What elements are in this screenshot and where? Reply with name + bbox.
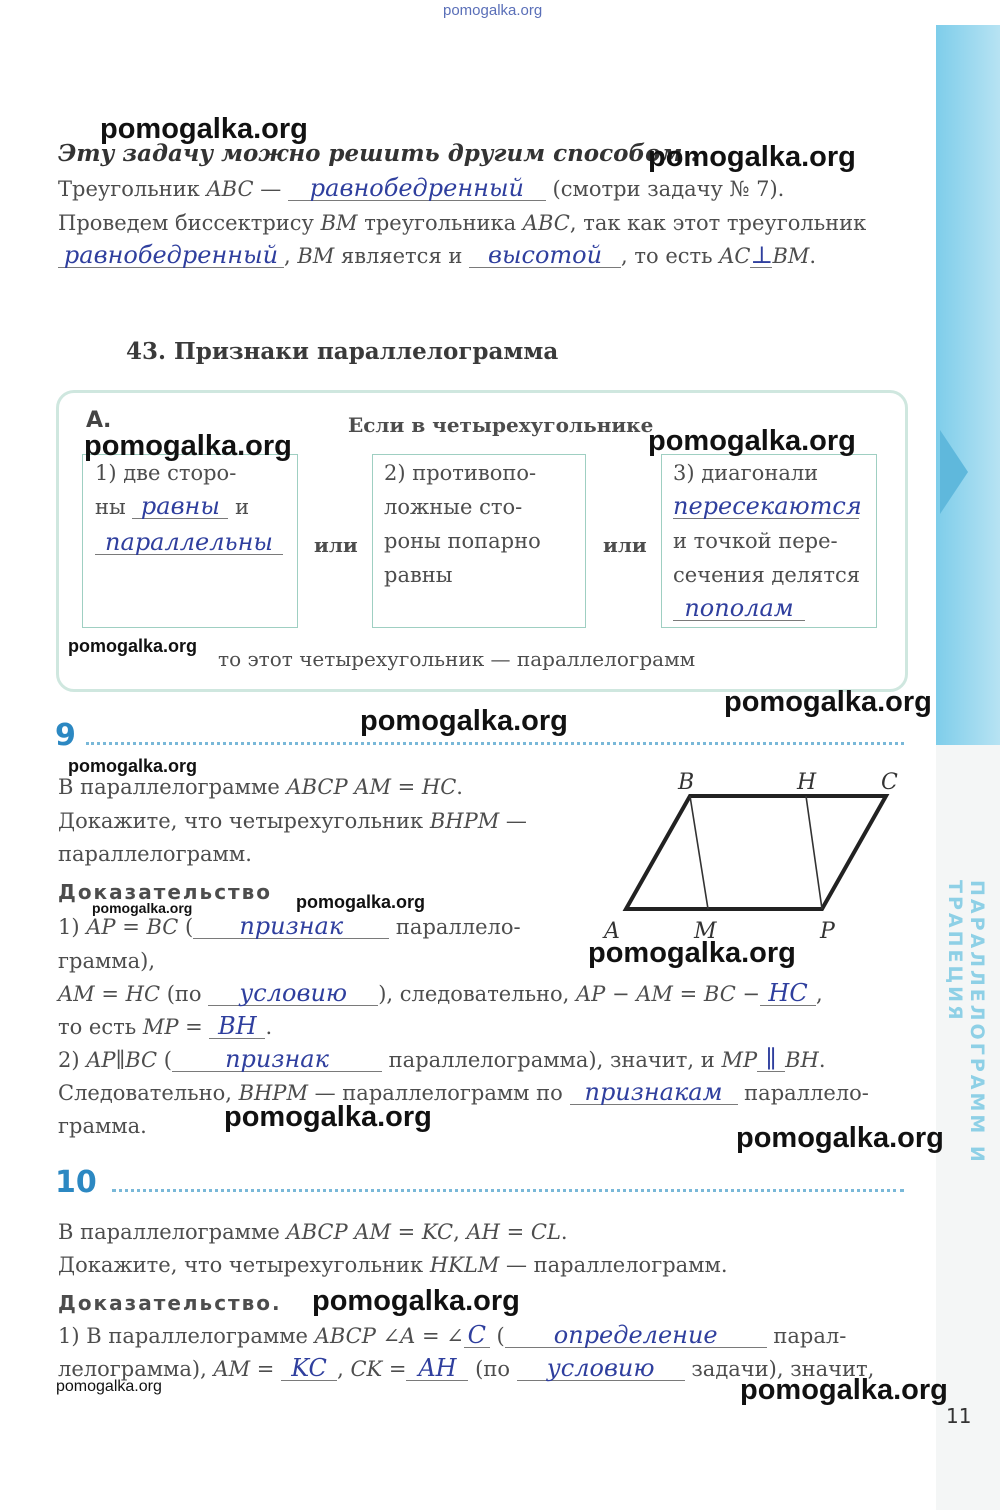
text: (по bbox=[160, 982, 209, 1006]
watermark: pomogalka.org bbox=[648, 425, 856, 457]
watermark: pomogalka.org bbox=[648, 141, 856, 173]
criteria-conclusion: то этот четырехугольник — параллелограмм bbox=[218, 647, 696, 671]
criteria-intro: Если в четырехугольнике bbox=[348, 413, 654, 437]
answer-blank: AH bbox=[406, 1356, 468, 1381]
text: 1) В параллелограмме bbox=[58, 1324, 315, 1348]
text: — параллелограмм по bbox=[307, 1081, 570, 1105]
text: AM bbox=[58, 982, 95, 1006]
answer-blank: определение bbox=[505, 1323, 767, 1348]
text: В параллелограмме bbox=[58, 775, 287, 799]
answer-blank: пополам bbox=[673, 596, 805, 621]
text: , bbox=[816, 982, 823, 1006]
text: ( bbox=[157, 1048, 172, 1072]
text: BH bbox=[785, 1048, 819, 1072]
text: HC bbox=[125, 982, 161, 1006]
watermark: pomogalka.org bbox=[100, 113, 308, 145]
intro-line-2 bbox=[58, 210, 866, 236]
text: = bbox=[115, 915, 147, 939]
answer-blank: KC bbox=[281, 1356, 337, 1381]
criterion-3-line-5 bbox=[673, 596, 805, 622]
page-number: 11 bbox=[946, 1404, 972, 1428]
task-9-prove-1 bbox=[58, 808, 527, 834]
text: ∠A = ∠ bbox=[375, 1324, 464, 1348]
text: Треугольник bbox=[58, 177, 207, 201]
parallelogram-abcp bbox=[626, 796, 886, 909]
task-10-proof-title: Доказательство. bbox=[58, 1291, 282, 1315]
text: , так как этот треугольник bbox=[569, 211, 867, 235]
watermark: pomogalka.org bbox=[296, 892, 426, 912]
or-label-2: или bbox=[603, 533, 647, 557]
answer-blank: пересекаются bbox=[673, 492, 862, 520]
task-9-step-5b: грамма. bbox=[58, 1114, 147, 1138]
criterion-2-line-2: ложные сто- bbox=[384, 495, 523, 519]
watermark: pomogalka.org bbox=[84, 430, 292, 462]
task-9-condition bbox=[58, 774, 463, 800]
watermark: pomogalka.org bbox=[224, 1101, 432, 1133]
text: HC bbox=[421, 775, 457, 799]
answer-blank: параллельны bbox=[95, 530, 283, 555]
vertex-c-label: C bbox=[881, 770, 898, 795]
text: — параллелограмм. bbox=[499, 1253, 728, 1277]
intro-line-3 bbox=[58, 243, 816, 269]
text: AP bbox=[86, 1048, 116, 1072]
text: MP bbox=[721, 1048, 758, 1072]
text: = bbox=[382, 1357, 407, 1381]
task-9-step-1b: грамма), bbox=[58, 949, 156, 973]
text: ∥ bbox=[115, 1048, 126, 1072]
side-tab-arrow bbox=[940, 430, 968, 514]
text: AP − AM = BC − bbox=[576, 982, 761, 1006]
text: BHPM bbox=[429, 809, 500, 833]
task-9-step-1 bbox=[58, 914, 521, 940]
text: Следовательно, bbox=[58, 1081, 239, 1105]
text: . bbox=[560, 1220, 568, 1244]
task-10-condition bbox=[58, 1219, 568, 1245]
answer-blank: условию bbox=[208, 981, 378, 1006]
text: = bbox=[390, 775, 422, 799]
text: лелограмма), bbox=[58, 1357, 214, 1381]
text: ( bbox=[489, 1324, 505, 1348]
text: 1) bbox=[58, 915, 87, 939]
text: парал- bbox=[766, 1324, 847, 1348]
watermark: pomogalka.org bbox=[736, 1122, 944, 1154]
text: ABCP bbox=[314, 1324, 376, 1348]
text: BHPM bbox=[238, 1081, 308, 1105]
criterion-1-line-2 bbox=[95, 494, 249, 520]
text: AM bbox=[213, 1357, 251, 1381]
intro-heading: Эту задачу можно решить другим способом . bbox=[58, 140, 699, 167]
text: 2) bbox=[58, 1048, 87, 1072]
or-label-1: или bbox=[314, 533, 358, 557]
task-9-step-5 bbox=[58, 1080, 869, 1106]
criterion-2-line-1: 2) противопо- bbox=[384, 461, 537, 485]
task-10-prove bbox=[58, 1252, 728, 1278]
text: = bbox=[94, 982, 126, 1006]
answer-blank: ∥ bbox=[757, 1047, 785, 1072]
text: BM bbox=[297, 244, 335, 268]
watermark: pomogalka.org bbox=[68, 636, 198, 656]
text: ABCP AM bbox=[286, 1220, 391, 1244]
criterion-3-line-4: сечения делятся bbox=[673, 563, 860, 587]
text: — bbox=[499, 809, 527, 833]
text: ны bbox=[95, 495, 133, 519]
criterion-1-line-1: 1) две сторо- bbox=[95, 461, 237, 485]
chapter-vertical-title: ПАРАЛЛЕЛОГРАММ И ТРАПЕЦИЯ bbox=[944, 880, 988, 1165]
answer-blank: признак bbox=[193, 914, 389, 939]
text: BM bbox=[320, 211, 358, 235]
vertex-a-label: A bbox=[604, 919, 620, 944]
text: HKLM bbox=[429, 1253, 500, 1277]
vertex-m-label: M bbox=[694, 919, 717, 944]
text: . bbox=[456, 775, 463, 799]
text: KC bbox=[421, 1220, 454, 1244]
text: MP bbox=[142, 1015, 179, 1039]
task-9-step-2 bbox=[58, 981, 823, 1007]
task-10-divider bbox=[112, 1189, 904, 1192]
text: В параллелограмме bbox=[58, 1220, 287, 1244]
answer-blank: высотой bbox=[469, 243, 621, 268]
text: (по bbox=[468, 1357, 517, 1381]
text: , bbox=[453, 1220, 467, 1244]
answer-blank: равнобедренный bbox=[58, 243, 284, 268]
chapter-side-tab bbox=[936, 25, 1000, 745]
task-9-prove-2: параллелограмм. bbox=[58, 842, 252, 866]
text: , bbox=[337, 1357, 351, 1381]
segment-bm bbox=[690, 796, 708, 909]
text: AH bbox=[466, 1220, 500, 1244]
task-9-step-4 bbox=[58, 1047, 826, 1073]
text: , то есть bbox=[621, 244, 720, 268]
watermark: pomogalka.org bbox=[588, 937, 796, 969]
text: параллело- bbox=[737, 1081, 869, 1105]
text: = bbox=[499, 1220, 531, 1244]
text: . bbox=[265, 1015, 273, 1039]
answer-blank: признакам bbox=[570, 1080, 738, 1105]
text: CL bbox=[530, 1220, 561, 1244]
site-header-link[interactable]: pomogalka.org bbox=[443, 2, 543, 19]
watermark: pomogalka.org bbox=[724, 686, 932, 718]
watermark: pomogalka.org bbox=[312, 1285, 520, 1317]
watermark: pomogalka.org bbox=[360, 705, 568, 737]
criterion-3-line-2 bbox=[673, 492, 862, 520]
text: является и bbox=[334, 244, 470, 268]
text: = bbox=[178, 1015, 210, 1039]
answer-blank: признак bbox=[172, 1047, 382, 1072]
text: , bbox=[284, 244, 298, 268]
text: параллелограмма), значит, и bbox=[382, 1048, 722, 1072]
text: (смотри задачу № 7). bbox=[545, 177, 785, 201]
text: ABC bbox=[206, 177, 254, 201]
task-10-number: 10 bbox=[55, 1165, 97, 1200]
text: BM bbox=[772, 244, 810, 268]
vertex-p-label: P bbox=[820, 919, 835, 944]
answer-blank: C bbox=[464, 1323, 490, 1348]
text: ABCP AM bbox=[286, 775, 391, 799]
text: и bbox=[228, 495, 250, 519]
text: . bbox=[809, 244, 817, 268]
watermark: pomogalka.org bbox=[56, 1378, 162, 1395]
intro-line-1 bbox=[58, 176, 784, 202]
text: BC bbox=[146, 915, 179, 939]
text: . bbox=[818, 1048, 826, 1072]
criterion-3-line-3: и точкой пере- bbox=[673, 529, 838, 553]
text: ABC bbox=[522, 211, 570, 235]
text: ( bbox=[178, 915, 194, 939]
segment-hp bbox=[806, 796, 822, 909]
criteria-letter: А. bbox=[86, 408, 112, 433]
task-9-step-3 bbox=[58, 1014, 272, 1040]
criterion-1-line-3 bbox=[95, 530, 283, 556]
criterion-3-line-1: 3) диагонали bbox=[673, 461, 819, 485]
text: задачи), значит, bbox=[684, 1357, 875, 1381]
task-10-step-1 bbox=[58, 1323, 846, 1349]
vertex-b-label: B bbox=[678, 770, 695, 795]
text: — bbox=[253, 177, 288, 201]
text: CK bbox=[350, 1357, 383, 1381]
watermark: pomogalka.org bbox=[92, 900, 193, 916]
text: то есть bbox=[58, 1015, 143, 1039]
parallelogram-figure bbox=[590, 760, 920, 950]
answer-blank: BH bbox=[209, 1014, 265, 1039]
text: AP bbox=[86, 915, 116, 939]
text: Проведем биссектрису bbox=[58, 211, 321, 235]
watermark: pomogalka.org bbox=[68, 756, 198, 776]
text: AC bbox=[719, 244, 751, 268]
text: Докажите, что четырехугольник bbox=[58, 809, 430, 833]
criterion-2-line-3: роны попарно bbox=[384, 529, 541, 553]
watermark: pomogalka.org bbox=[740, 1374, 948, 1406]
text: Докажите, что четырехугольник bbox=[58, 1253, 430, 1277]
text: треугольника bbox=[357, 211, 523, 235]
task-9-proof-title: Доказательство bbox=[58, 880, 273, 904]
task-9-divider bbox=[86, 742, 904, 745]
answer-blank: равнобедренный bbox=[288, 176, 546, 201]
answer-blank: ⊥ bbox=[750, 241, 774, 269]
text: BC bbox=[125, 1048, 158, 1072]
text: = bbox=[390, 1220, 422, 1244]
answer-blank: равны bbox=[132, 494, 228, 519]
answer-blank: HC bbox=[760, 981, 816, 1006]
vertex-h-label: H bbox=[797, 770, 817, 795]
criterion-2-line-4: равны bbox=[384, 563, 453, 587]
text: ), следовательно, bbox=[378, 982, 577, 1006]
answer-blank: условию bbox=[517, 1356, 685, 1381]
section-title: 43. Признаки параллелограмма bbox=[126, 338, 559, 365]
text: параллело- bbox=[389, 915, 521, 939]
task-9-number: 9 bbox=[55, 718, 76, 753]
text: = bbox=[250, 1357, 282, 1381]
